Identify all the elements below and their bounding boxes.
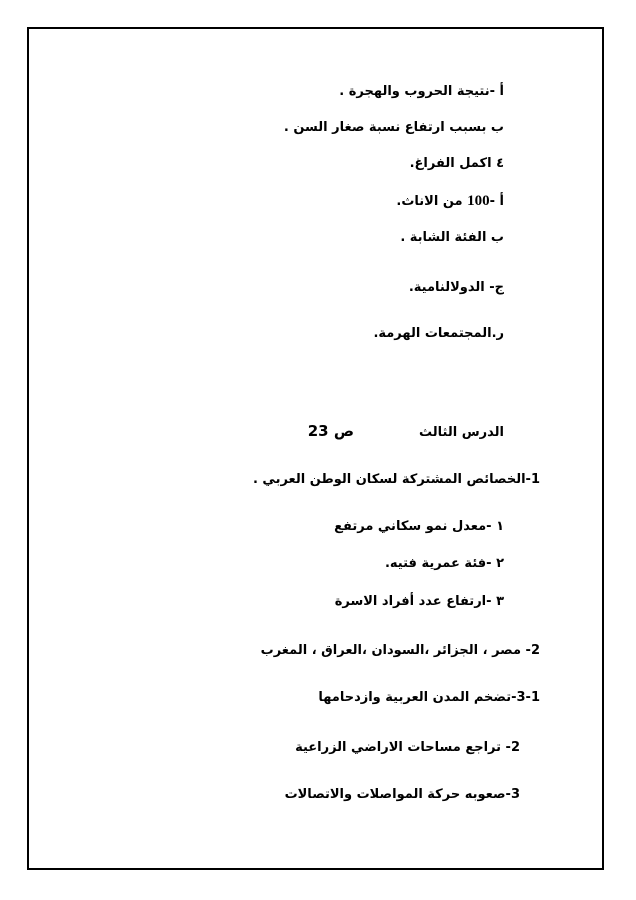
urban-item-2: 2- تراجع مساحات الاراضي الزراعية bbox=[295, 740, 520, 755]
answer-line-aging: ر.المجتمعات الهرمة. bbox=[373, 326, 504, 341]
urban-item-3: 3-صعوبه حركة المواصلات والاتصالات bbox=[284, 787, 520, 802]
answer-line-100-suffix: من الاناث. bbox=[396, 194, 463, 209]
characteristic-item-3: ٣ -ارتفاع عدد أفراد الاسرة bbox=[334, 594, 504, 609]
countries-heading: 2- مصر ، الجزائر ،السودان ،العراق ، المغرب bbox=[260, 643, 540, 658]
complete-blank-heading: ٤ اكمل الفراغ. bbox=[409, 156, 504, 171]
lesson-title: الدرس الثالث bbox=[419, 425, 504, 440]
urban-heading: 3-1-تضخم المدن العربية وازدحامها bbox=[318, 690, 540, 705]
answer-line-100-number: 100 bbox=[467, 193, 490, 209]
answer-line-a: أ -نتيجة الحروب والهجرة . bbox=[339, 84, 504, 99]
characteristic-item-2: ٢ -فئة عمرية فتيه. bbox=[384, 556, 504, 571]
lesson-page-label: ص 23 bbox=[307, 422, 354, 440]
answer-line-developing: ج- الدولالنامية. bbox=[408, 280, 504, 295]
common-characteristics-heading: 1-الخصائص المشتركة لسكان الوطن العربي . bbox=[252, 472, 540, 487]
answer-line-youth: ب الفئة الشابة . bbox=[400, 230, 504, 245]
characteristic-item-1: ١ -معدل نمو سكاني مرتفع bbox=[334, 519, 504, 534]
answer-line-100 bbox=[396, 193, 504, 210]
answer-line-100-prefix: أ - bbox=[489, 194, 504, 209]
answer-line-b: ب بسبب ارتفاع نسبة صغار السن . bbox=[283, 120, 504, 135]
